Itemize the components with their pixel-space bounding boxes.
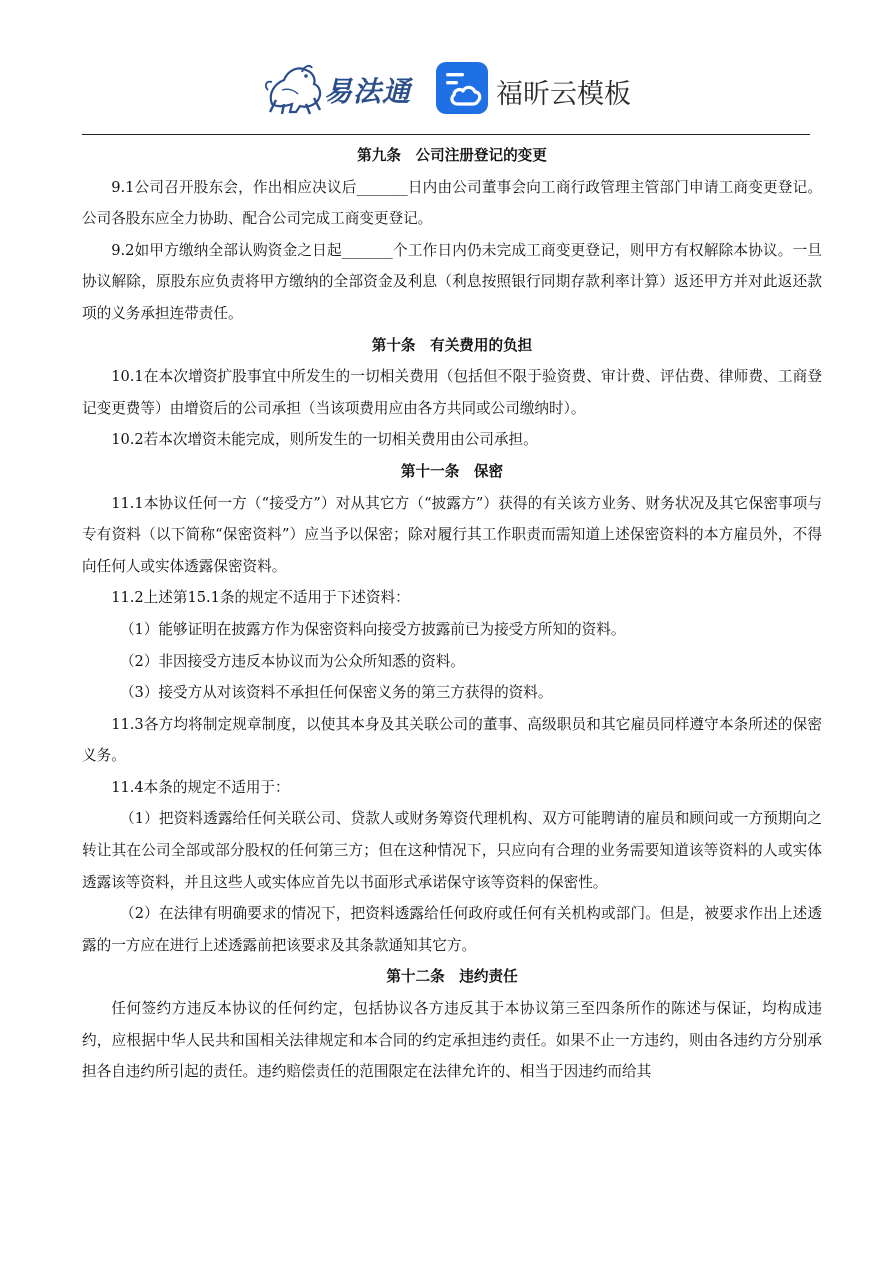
page-header xyxy=(0,58,893,122)
clause-11-1: 11.1本协议任何一方（“接受方”）对从其它方（“披露方”）获得的有关该方业务、财务状况及其它保密事项与专有资料（以下简称“保密资料”）应当予以保密；除对履行其工作职责而需知道上述保密资料的本方雇员外，不得向任何人或实体透露保密资料。 xyxy=(82,494,822,575)
yifatong-logo xyxy=(262,58,422,118)
clause-11-2-item-2: （2）非因接受方违反本协议而为公众所知悉的资料。 xyxy=(119,652,465,670)
clause-10-2: 10.2若本次增资未能完成，则所发生的一切相关费用由公司承担。 xyxy=(111,431,538,449)
yifatong-logo-text: 易法通 xyxy=(324,75,412,108)
clause-11-3: 11.3各方均将制定规章制度，以使其本身及其关联公司的董事、高级职员和其它雇员同样遵守本条所述的保密义务。 xyxy=(82,715,822,765)
clause-11-4-item-2: （2）在法律有明确要求的情况下，把资料透露给任何政府或任何有关机构或部门。但是，被要求作出上述透露的一方应在进行上述透露前把该要求及其条款通知其它方。 xyxy=(82,905,822,954)
section-heading: 第十条 有关费用的负担 xyxy=(371,336,533,354)
section-heading: 第十二条 违约责任 xyxy=(386,968,518,986)
clause-11-2-item-1: （1）能够证明在披露方作为保密资料向接受方披露前已为接受方所知的资料。 xyxy=(119,620,626,638)
document-body xyxy=(82,140,822,1088)
clause-9-2: 9.2如甲方缴纳全部认购资金之日起_______个工作日内仍未完成工商变更登记，则甲方有权解除本协议。一旦协议解除，原股东应负责将甲方缴纳的全部资金及利息（利息按照银行同期存款利率计算）返还甲方并对此返还款项的义务承担连带责任。 xyxy=(82,241,822,322)
fuxin-logo-text: 福昕云模板 xyxy=(496,79,631,110)
clause-11-2-item-3: （3）接受方从对该资料不承担任何保密义务的第三方获得的资料。 xyxy=(119,684,553,702)
cloud-document-icon xyxy=(436,62,488,114)
clause-10-1: 10.1在本次增资扩股事宜中所发生的一切相关费用（包括但不限于验资费、审计费、评估费、律师费、工商登记变更费等）由增资后的公司承担（当该项费用应由各方共同或公司缴纳时）。 xyxy=(82,368,822,417)
section-heading: 第十一条 保密 xyxy=(400,462,504,480)
qilin-emblem-icon xyxy=(262,60,326,116)
header-divider xyxy=(82,134,810,135)
clause-11-4: 11.4本条的规定不适用于： xyxy=(111,778,290,796)
clause-11-2: 11.2上述第15.1条的规定不适用于下述资料： xyxy=(111,589,410,607)
clause-11-4-item-1: （1）把资料透露给任何关联公司、贷款人或财务筹资代理机构、双方可能聘请的雇员和顾问或一方预期向之转让其在公司全部或部分股权的任何第三方；但在这种情况下，只应向有合理的业务需要知道该等资料的人或实体透露该等资料，并且这些人或实体应首先以书面形式承诺保守该等资料的保密性。 xyxy=(82,810,822,891)
fuxin-cloud-template-logo xyxy=(436,62,646,118)
clause-9-1: 9.1公司召开股东会，作出相应决议后_______日内由公司董事会向工商行政管理主管部门申请工商变更登记。公司各股东应全力协助、配合公司完成工商变更登记。 xyxy=(82,178,822,228)
clause-12-body: 任何签约方违反本协议的任何约定，包括协议各方违反其于本协议第三至四条所作的陈述与保证，均构成违约，应根据中华人民共和国相关法律规定和本合同的约定承担违约责任。如果不止一方违约，则由各违约方分别承担各自违约所引起的责任。违约赔偿责任的范围限定在法律允许的、相当于因违约而给其 xyxy=(82,1000,822,1081)
section-heading: 第九条 公司注册登记的变更 xyxy=(357,147,547,164)
